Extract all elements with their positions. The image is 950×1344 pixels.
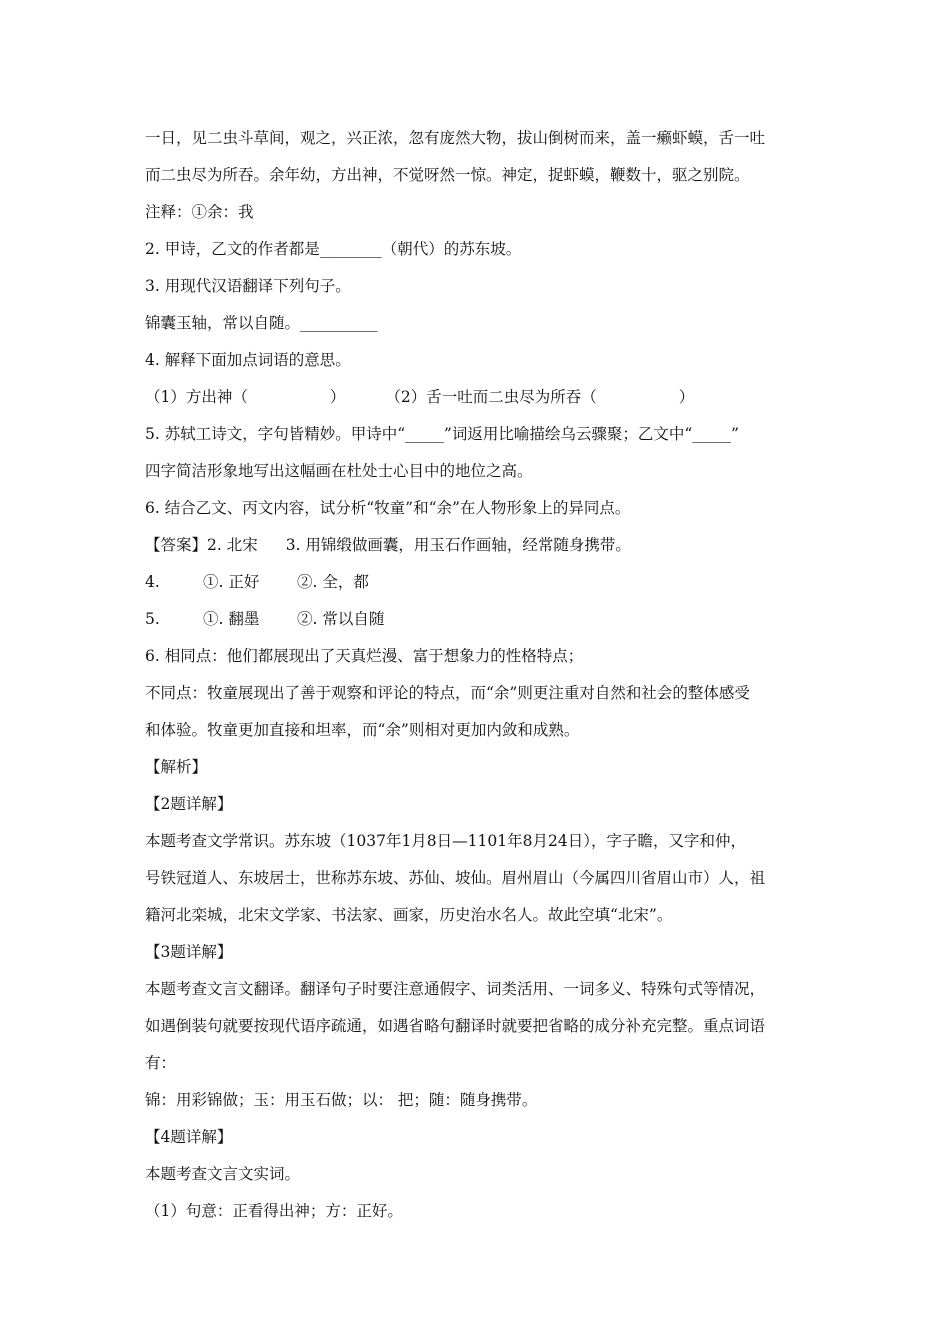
- answer-6-line-1: 6. 相同点：他们都展现出了天真烂漫、富于想象力的性格特点；: [145, 647, 584, 665]
- annotation-note: 注释：①余：我: [145, 203, 254, 221]
- document-body: [145, 120, 825, 1230]
- question-3-sentence: 锦囊玉轴，常以自随。__________: [145, 314, 378, 332]
- detail-2-line-1: 本题考查文学常识。苏东坡（1037年1月8日—1101年8月24日），字子瞻，又字和仲，: [145, 832, 746, 850]
- answer-6-line-3: 和体验。牧童更加直接和坦率，而“余”则相对更加内敛和成熟。: [145, 721, 580, 739]
- detail-4-heading: 【4题详解】: [145, 1128, 233, 1146]
- detail-4-line-2: （1）句意：正看得出神；方：正好。: [145, 1202, 403, 1220]
- question-4-item-1: （1）方出神（: [145, 388, 248, 406]
- detail-3-line-1: 本题考查文言文翻译。翻译句子时要注意通假字、词类活用、一词多义、特殊句式等情况，: [145, 980, 766, 998]
- question-5-line-2: 四字简洁形象地写出这幅画在杜处士心目中的地位之高。: [145, 462, 533, 480]
- question-4-item-2: （2）舌一吐而二虫尽为所吞（: [385, 388, 597, 406]
- question-5-line-1: 5. 苏轼工诗文，字句皆精妙。甲诗中“_____”词返用比喻描绘乌云骤聚；乙文中“_____”: [145, 425, 739, 443]
- detail-3-heading: 【3题详解】: [145, 943, 233, 961]
- answer-4: 4. ①. 正好 ②. 全，都: [145, 573, 369, 591]
- question-4: 4. 解释下面加点词语的意思。: [145, 351, 351, 369]
- answer-6-line-2: 不同点：牧童展现出了善于观察和评论的特点，而“余”则更注重对自然和社会的整体感受: [145, 684, 750, 702]
- detail-2-line-3: 籍河北栾城，北宋文学家、书法家、画家，历史治水名人。故此空填“北宋”。: [145, 906, 673, 924]
- question-2: 2. 甲诗，乙文的作者都是________（朝代）的苏东坡。: [145, 240, 522, 258]
- detail-3-line-3: 有：: [145, 1054, 177, 1072]
- question-4-items: （1）方出神（ ） （2）舌一吐而二虫尽为所吞（ ）: [145, 388, 695, 406]
- detail-2-heading: 【2题详解】: [145, 795, 233, 813]
- detail-2-line-2: 号铁冠道人、东坡居士，世称苏东坡、苏仙、坡仙。眉州眉山（今属四川省眉山市）人，祖: [145, 869, 766, 887]
- analysis-heading: 【解析】: [145, 758, 208, 776]
- question-6: 6. 结合乙文、丙文内容，试分析“牧童”和“余”在人物形象上的异同点。: [145, 499, 631, 517]
- passage-line-2: 而二虫尽为所吞。余年幼，方出神，不觉呀然一惊。神定，捉虾蟆，鞭数十，驱之别院。: [145, 166, 750, 184]
- detail-3-line-4: 锦：用彩锦做；玉：用玉石做；以： 把；随：随身携带。: [145, 1091, 538, 1109]
- detail-4-line-1: 本题考查文言文实词。: [145, 1165, 301, 1183]
- answer-line: 【答案】2. 北宋 3. 用锦缎做画囊，用玉石作画轴，经常随身携带。: [145, 536, 631, 554]
- passage-line-1: 一日，见二虫斗草间，观之，兴正浓，忽有庞然大物，拔山倒树而来，盖一癞虾蟆，舌一吐: [145, 129, 766, 147]
- answer-5: 5. ①. 翻墨 ②. 常以自随: [145, 610, 385, 628]
- detail-3-line-2: 如遇倒装句就要按现代语序疏通，如遇省略句翻译时就要把省略的成分补充完整。重点词语: [145, 1017, 766, 1035]
- question-3: 3. 用现代汉语翻译下列句子。: [145, 277, 351, 295]
